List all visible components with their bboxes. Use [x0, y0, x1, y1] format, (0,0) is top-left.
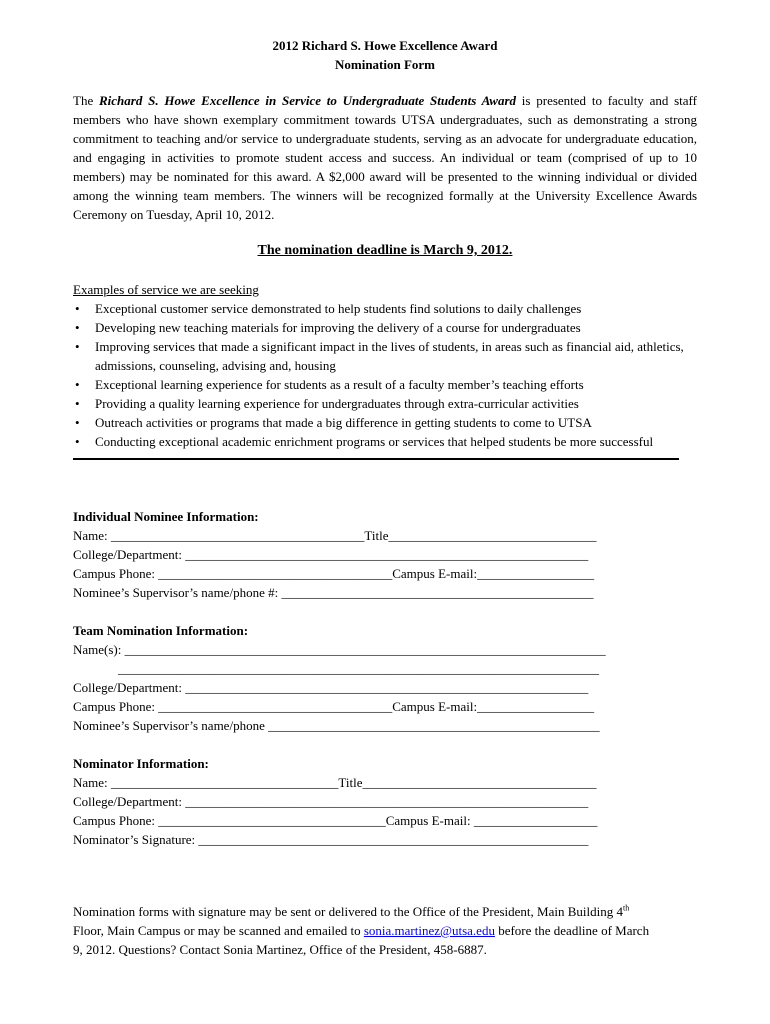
bullet-icon: • — [75, 415, 80, 430]
bullet-icon: • — [75, 434, 80, 449]
nominator-section — [73, 754, 697, 849]
closing-text-3: before the deadline of March 9, 2012. Questions? Contact Sonia Martinez, Office of the President, 458-6887. — [73, 923, 650, 957]
team-heading: Team Nomination Information: — [73, 623, 249, 638]
nominee-phone-email-field[interactable]: Campus Phone: ____________________________________Campus E-mail:__________________ — [73, 566, 595, 581]
submission-instructions — [73, 902, 653, 959]
ordinal-suffix: th — [622, 903, 630, 913]
bullet-icon: • — [75, 396, 80, 411]
bullet-icon: • — [75, 377, 80, 392]
individual-heading: Individual Nominee Information: — [73, 509, 259, 524]
form-title: 2012 Richard S. Howe Excellence Award — [272, 38, 498, 53]
nominee-supervisor-field[interactable]: Nominee’s Supervisor’s name/phone #: ________________________________________________ — [73, 585, 594, 600]
examples-heading: Examples of service we are seeking — [73, 282, 259, 297]
list-item — [73, 394, 697, 413]
closing-text-1: Nomination forms with signature may be sent or delivered to the Office of the President, Main Building 4 — [73, 904, 623, 919]
nominator-signature-field[interactable]: Nominator’s Signature: ____________________________________________________________ — [73, 832, 589, 847]
list-item — [73, 299, 697, 318]
team-names-field-continued[interactable]: __________________________________________________________________________ — [118, 661, 599, 676]
list-item — [73, 375, 697, 394]
bullet-icon: • — [75, 301, 80, 316]
list-item-text: Outreach activities or programs that made a big difference in getting students to come to UTSA — [95, 415, 592, 430]
list-item-text: Exceptional customer service demonstrated to help students find solutions to daily challenges — [95, 301, 582, 316]
section-divider — [73, 458, 679, 460]
list-item-text: Providing a quality learning experience for undergraduates through extra-curricular activities — [95, 396, 579, 411]
list-item — [73, 337, 697, 375]
list-item-text: Improving services that made a significant impact in the lives of students, in areas such as financial aid, athletics, admissions, counseling, advising and, housing — [95, 339, 684, 373]
list-item-text: Developing new teaching materials for improving the delivery of a course for undergraduates — [95, 320, 581, 335]
team-phone-email-field[interactable]: Campus Phone: ____________________________________Campus E-mail:__________________ — [73, 699, 595, 714]
form-subtitle: Nomination Form — [334, 57, 436, 72]
nominee-college-field[interactable]: College/Department: ______________________________________________________________ — [73, 547, 589, 562]
award-name: Richard S. Howe Excellence in Service to Undergraduate Students Award — [98, 93, 517, 108]
examples-list — [73, 299, 697, 451]
team-names-field[interactable]: Name(s): __________________________________________________________________________ — [73, 642, 606, 657]
individual-nominee-section — [73, 507, 697, 602]
bullet-icon: • — [75, 320, 80, 335]
nominator-name-title-field[interactable]: Name: ___________________________________Title____________________________________ — [73, 775, 597, 790]
list-item — [73, 432, 697, 451]
nominator-college-field[interactable]: College/Department: ______________________________________________________________ — [73, 794, 589, 809]
nominee-name-title-field[interactable]: Name: _______________________________________Title________________________________ — [73, 528, 597, 543]
nomination-form — [73, 36, 697, 849]
nominator-phone-email-field[interactable]: Campus Phone: ___________________________________Campus E-mail: ___________________ — [73, 813, 598, 828]
team-nomination-section — [73, 621, 697, 735]
list-item-text: Conducting exceptional academic enrichment programs or services that helped students be more successful — [95, 434, 654, 449]
closing-text-2: Floor, Main Campus or may be scanned and emailed to — [73, 923, 364, 938]
intro-lead: The — [73, 93, 99, 108]
deadline-notice: The nomination deadline is March 9, 2012. — [257, 243, 513, 258]
bullet-icon: • — [75, 339, 80, 354]
list-item-text: Exceptional learning experience for students as a result of a faculty member’s teaching efforts — [95, 377, 584, 392]
list-item — [73, 318, 697, 337]
team-supervisor-field[interactable]: Nominee’s Supervisor’s name/phone ___________________________________________________ — [73, 718, 600, 733]
nominator-heading: Nominator Information: — [73, 756, 209, 771]
team-college-field[interactable]: College/Department: ______________________________________________________________ — [73, 680, 589, 695]
intro-body: is presented to faculty and staff members who have shown exemplary commitment towards UTSA undergraduates, such as demonstrating a strong commitment to teaching and/or service to undergraduate students, serving as an advocate for undergraduate education, and engaging in activities to promote student access and success. An individual or team (comprised of up to 10 members) may be nominated for this award. A $2,000 award will be presented to the winning individual or divided among the winning team members. The winners will be recognized formally at the University Excellence Awards Ceremony on Tuesday, April 10, 2012. — [73, 93, 697, 222]
list-item — [73, 413, 697, 432]
contact-email-link[interactable]: sonia.martinez@utsa.edu — [363, 923, 495, 938]
intro-paragraph — [73, 91, 697, 224]
